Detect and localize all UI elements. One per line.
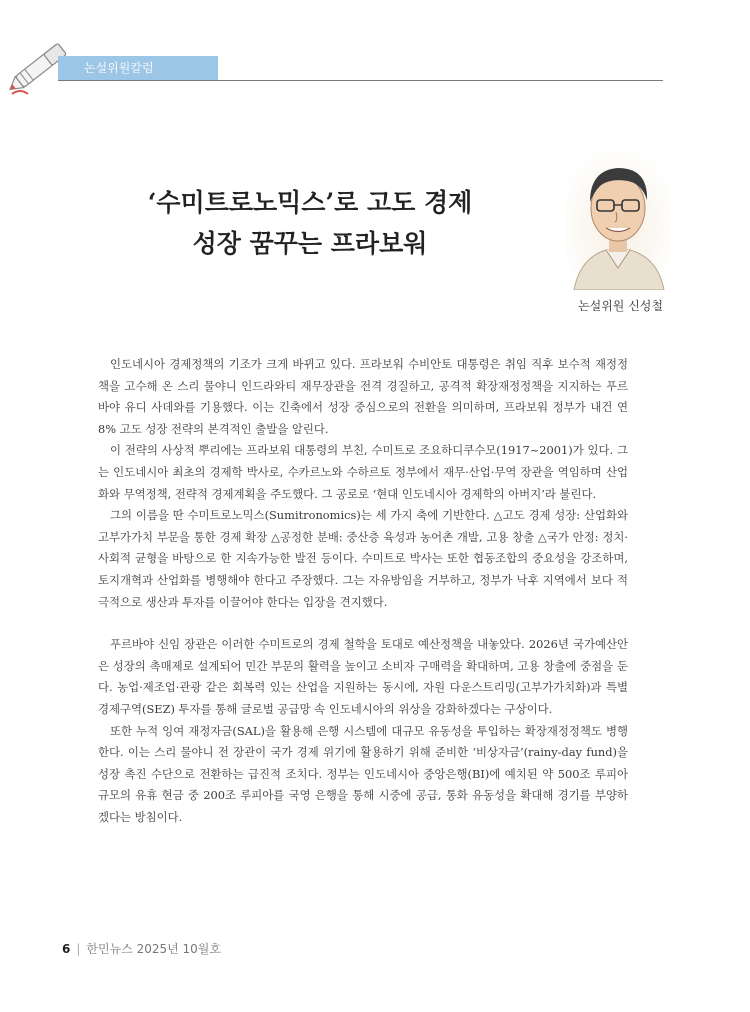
- article-body: [98, 354, 628, 828]
- title-line-2: 성장 꿈꾸는 프라보워: [192, 229, 428, 258]
- body-paragraph: 푸르바야 신임 장관은 이러한 수미트로의 경제 철학을 토대로 예산정책을 내놓았다. 2026년 국가예산안은 성장의 촉매제로 설계되어 민간 부문의 활력을 높이고 소비자 구매력을 확대하며, 고용 창출에 중점을 둔다. 농업·제조업·관광 같은 회복력 있는 산업을 지원하는 동시에, 자원 다운스트리밍(고부가가치화)과 특별경제구역(SEZ) 투자를 통해 글로벌 공급망 속 인도네시아의 위상을 강화하겠다는 구상이다.: [98, 637, 628, 716]
- article-title: [110, 182, 510, 264]
- page-number: 6: [62, 942, 71, 956]
- section-label: 논설위원칼럼: [58, 56, 218, 80]
- title-line-1: ‘수미트로노믹스’로 고도 경제: [147, 188, 473, 217]
- author-byline: 논설위원 신성철: [578, 299, 663, 313]
- publication-name: 한민뉴스 2025년 10월호: [86, 942, 221, 956]
- body-paragraph: 그의 이름을 딴 수미트로노믹스(Sumitronomics)는 세 가지 축에 기반한다. △고도 경제 성장: 산업화와 고부가가치 부문을 통한 경제 확장 △공정한 분배: 중산층 육성과 농어촌 개발, 고용 창출 △국가 안정: 정치·사회적 균형을 바탕으로 한 지속가능한 발전 등이다. 수미트로 박사는 또한 협동조합의 중요성을 강조하며, 토지개혁과 산업화를 병행해야 한다고 주장했다. 그는 자유방임을 거부하고, 정부가 낙후 지역에서 보다 적극적으로 생산과 투자를 이끌어야 한다는 입장을 견지했다.: [98, 508, 628, 609]
- body-paragraph: 이 전략의 사상적 뿌리에는 프라보워 대통령의 부친, 수미트로 조요하디쿠수모(1917~2001)가 있다. 그는 인도네시아 최초의 경제학 박사로, 수카르노와 수하르토 정부에서 재무·산업·무역 장관을 역임하며 산업화와 무역정책, 전략적 경제계획을 주도했다. 그 공로로 ‘현대 인도네시아 경제학의 아버지’라 불린다.: [98, 443, 628, 501]
- body-paragraph: 인도네시아 경제정책의 기조가 크게 바뀌고 있다. 프라보워 수비안토 대통령은 취임 직후 보수적 재정정책을 고수해 온 스리 물야니 인드라와티 재무장관을 전격 경질하고, 공격적 확장재정정책을 지지하는 푸르바야 유디 사데와를 기용했다. 이는 긴축에서 성장 중심으로의 전환을 의미하며, 프라보워 정부가 내건 연 8% 고도 성장 전략의 본격적인 출발을 알린다.: [98, 357, 628, 436]
- author-portrait: [566, 150, 670, 290]
- body-paragraph: 또한 누적 잉여 재정자금(SAL)을 활용해 은행 시스템에 대규모 유동성을 투입하는 확장재정정책도 병행한다. 이는 스리 물야니 전 장관이 국가 경제 위기에 활용하기 위해 준비한 ‘비상자금’(rainy-day fund)을 성장 촉진 수단으로 전환하는 급진적 조치다. 정부는 인도네시아 중앙은행(BI)에 예치된 약 500조 루피아 규모의 유휴 현금 중 200조 루피아를 국영 은행을 통해 시중에 공급, 통화 유동성을 확대해 경기를 부양하겠다는 방침이다.: [98, 723, 628, 824]
- footer-separator: |: [76, 942, 81, 956]
- header-divider: [58, 80, 663, 81]
- page-footer: [62, 940, 221, 957]
